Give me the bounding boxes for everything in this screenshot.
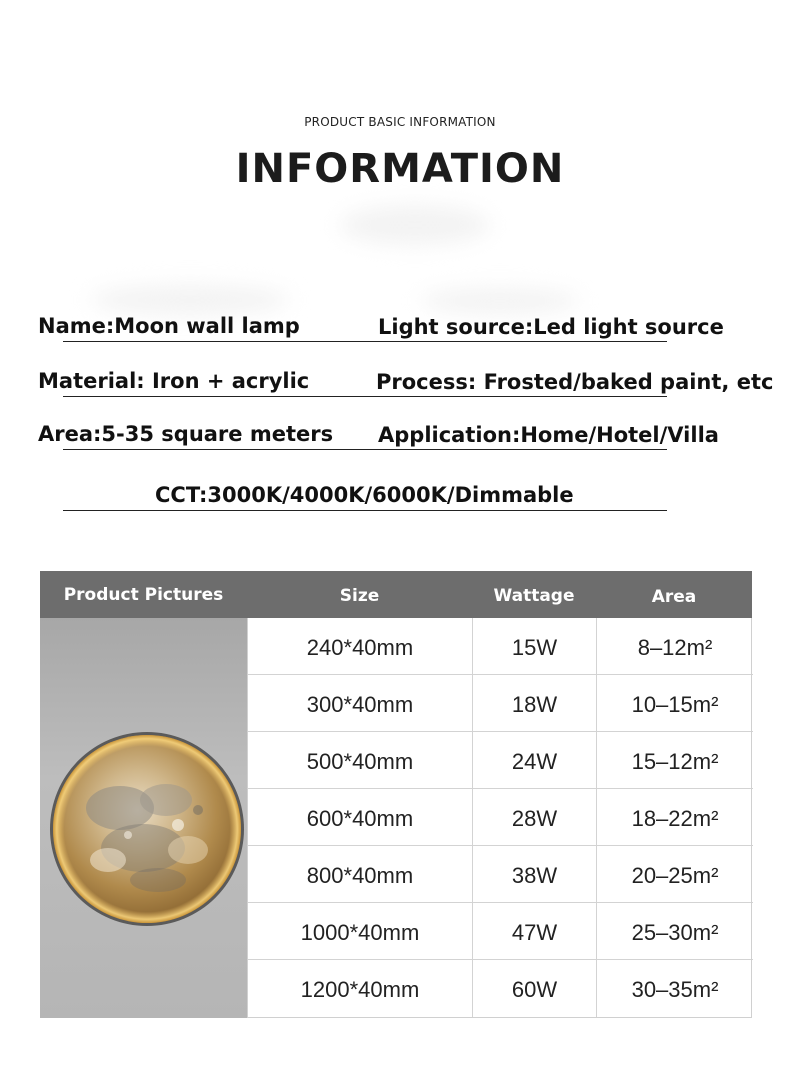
divider-line bbox=[63, 449, 667, 450]
table-border bbox=[751, 618, 752, 1018]
table-row bbox=[248, 732, 753, 789]
area-cell: 10–15m² bbox=[631, 692, 719, 717]
table-row bbox=[248, 960, 753, 1018]
size-cell: 240*40mm bbox=[248, 618, 473, 675]
page-title: INFORMATION bbox=[235, 146, 565, 192]
size-cell: 600*40mm bbox=[248, 789, 473, 846]
spec-material: Material: Iron + acrylic bbox=[38, 369, 310, 393]
header-wattage: Wattage bbox=[493, 586, 575, 606]
size-cell: 1200*40mm bbox=[248, 960, 473, 1017]
table-body bbox=[247, 618, 752, 1018]
table-row bbox=[248, 903, 753, 960]
area-cell: 30–35m² bbox=[631, 977, 719, 1002]
area-cell: 20–25m² bbox=[631, 863, 719, 888]
table-row bbox=[248, 675, 753, 732]
background-haze bbox=[90, 285, 290, 315]
wattage-cell: 28W bbox=[473, 789, 597, 846]
wattage-cell: 18W bbox=[473, 675, 597, 732]
size-cell: 500*40mm bbox=[248, 732, 473, 789]
wattage-cell: 47W bbox=[473, 903, 597, 960]
header-product-pictures: Product Pictures bbox=[63, 585, 224, 605]
moon-lamp-image bbox=[48, 730, 246, 928]
spec-table bbox=[40, 571, 752, 1018]
spec-name: Name:Moon wall lamp bbox=[38, 314, 300, 338]
size-cell: 1000*40mm bbox=[248, 903, 473, 960]
spec-process: Process: Frosted/baked paint, etc bbox=[376, 370, 774, 394]
table-row bbox=[248, 618, 753, 675]
spec-area: Area:5-35 square meters bbox=[38, 422, 334, 446]
wattage-cell: 24W bbox=[473, 732, 597, 789]
product-picture-cell bbox=[40, 618, 247, 1018]
table-row bbox=[248, 846, 753, 903]
table-header bbox=[40, 571, 752, 618]
header-area: Area bbox=[651, 587, 697, 607]
spec-cct: CCT:3000K/4000K/6000K/Dimmable bbox=[155, 483, 574, 507]
wattage-cell: 15W bbox=[473, 618, 597, 675]
spec-light-source: Light source:Led light source bbox=[378, 315, 724, 339]
background-haze bbox=[420, 288, 580, 314]
divider-line bbox=[63, 510, 667, 511]
wattage-cell: 38W bbox=[473, 846, 597, 903]
spec-application: Application:Home/Hotel/Villa bbox=[378, 423, 719, 447]
table-border bbox=[247, 1017, 752, 1018]
area-cell: 25–30m² bbox=[631, 920, 719, 945]
area-cell: 15–12m² bbox=[631, 749, 719, 774]
table-row bbox=[248, 789, 753, 846]
divider-line bbox=[63, 396, 667, 397]
background-haze bbox=[340, 205, 490, 245]
size-cell: 800*40mm bbox=[248, 846, 473, 903]
area-cell: 18–22m² bbox=[631, 806, 719, 831]
section-subtitle: PRODUCT BASIC INFORMATION bbox=[304, 115, 496, 129]
area-cell: 8–12m² bbox=[637, 635, 713, 660]
divider-line bbox=[63, 341, 667, 342]
wattage-cell: 60W bbox=[473, 960, 597, 1017]
size-cell: 300*40mm bbox=[248, 675, 473, 732]
header-size: Size bbox=[339, 586, 380, 606]
